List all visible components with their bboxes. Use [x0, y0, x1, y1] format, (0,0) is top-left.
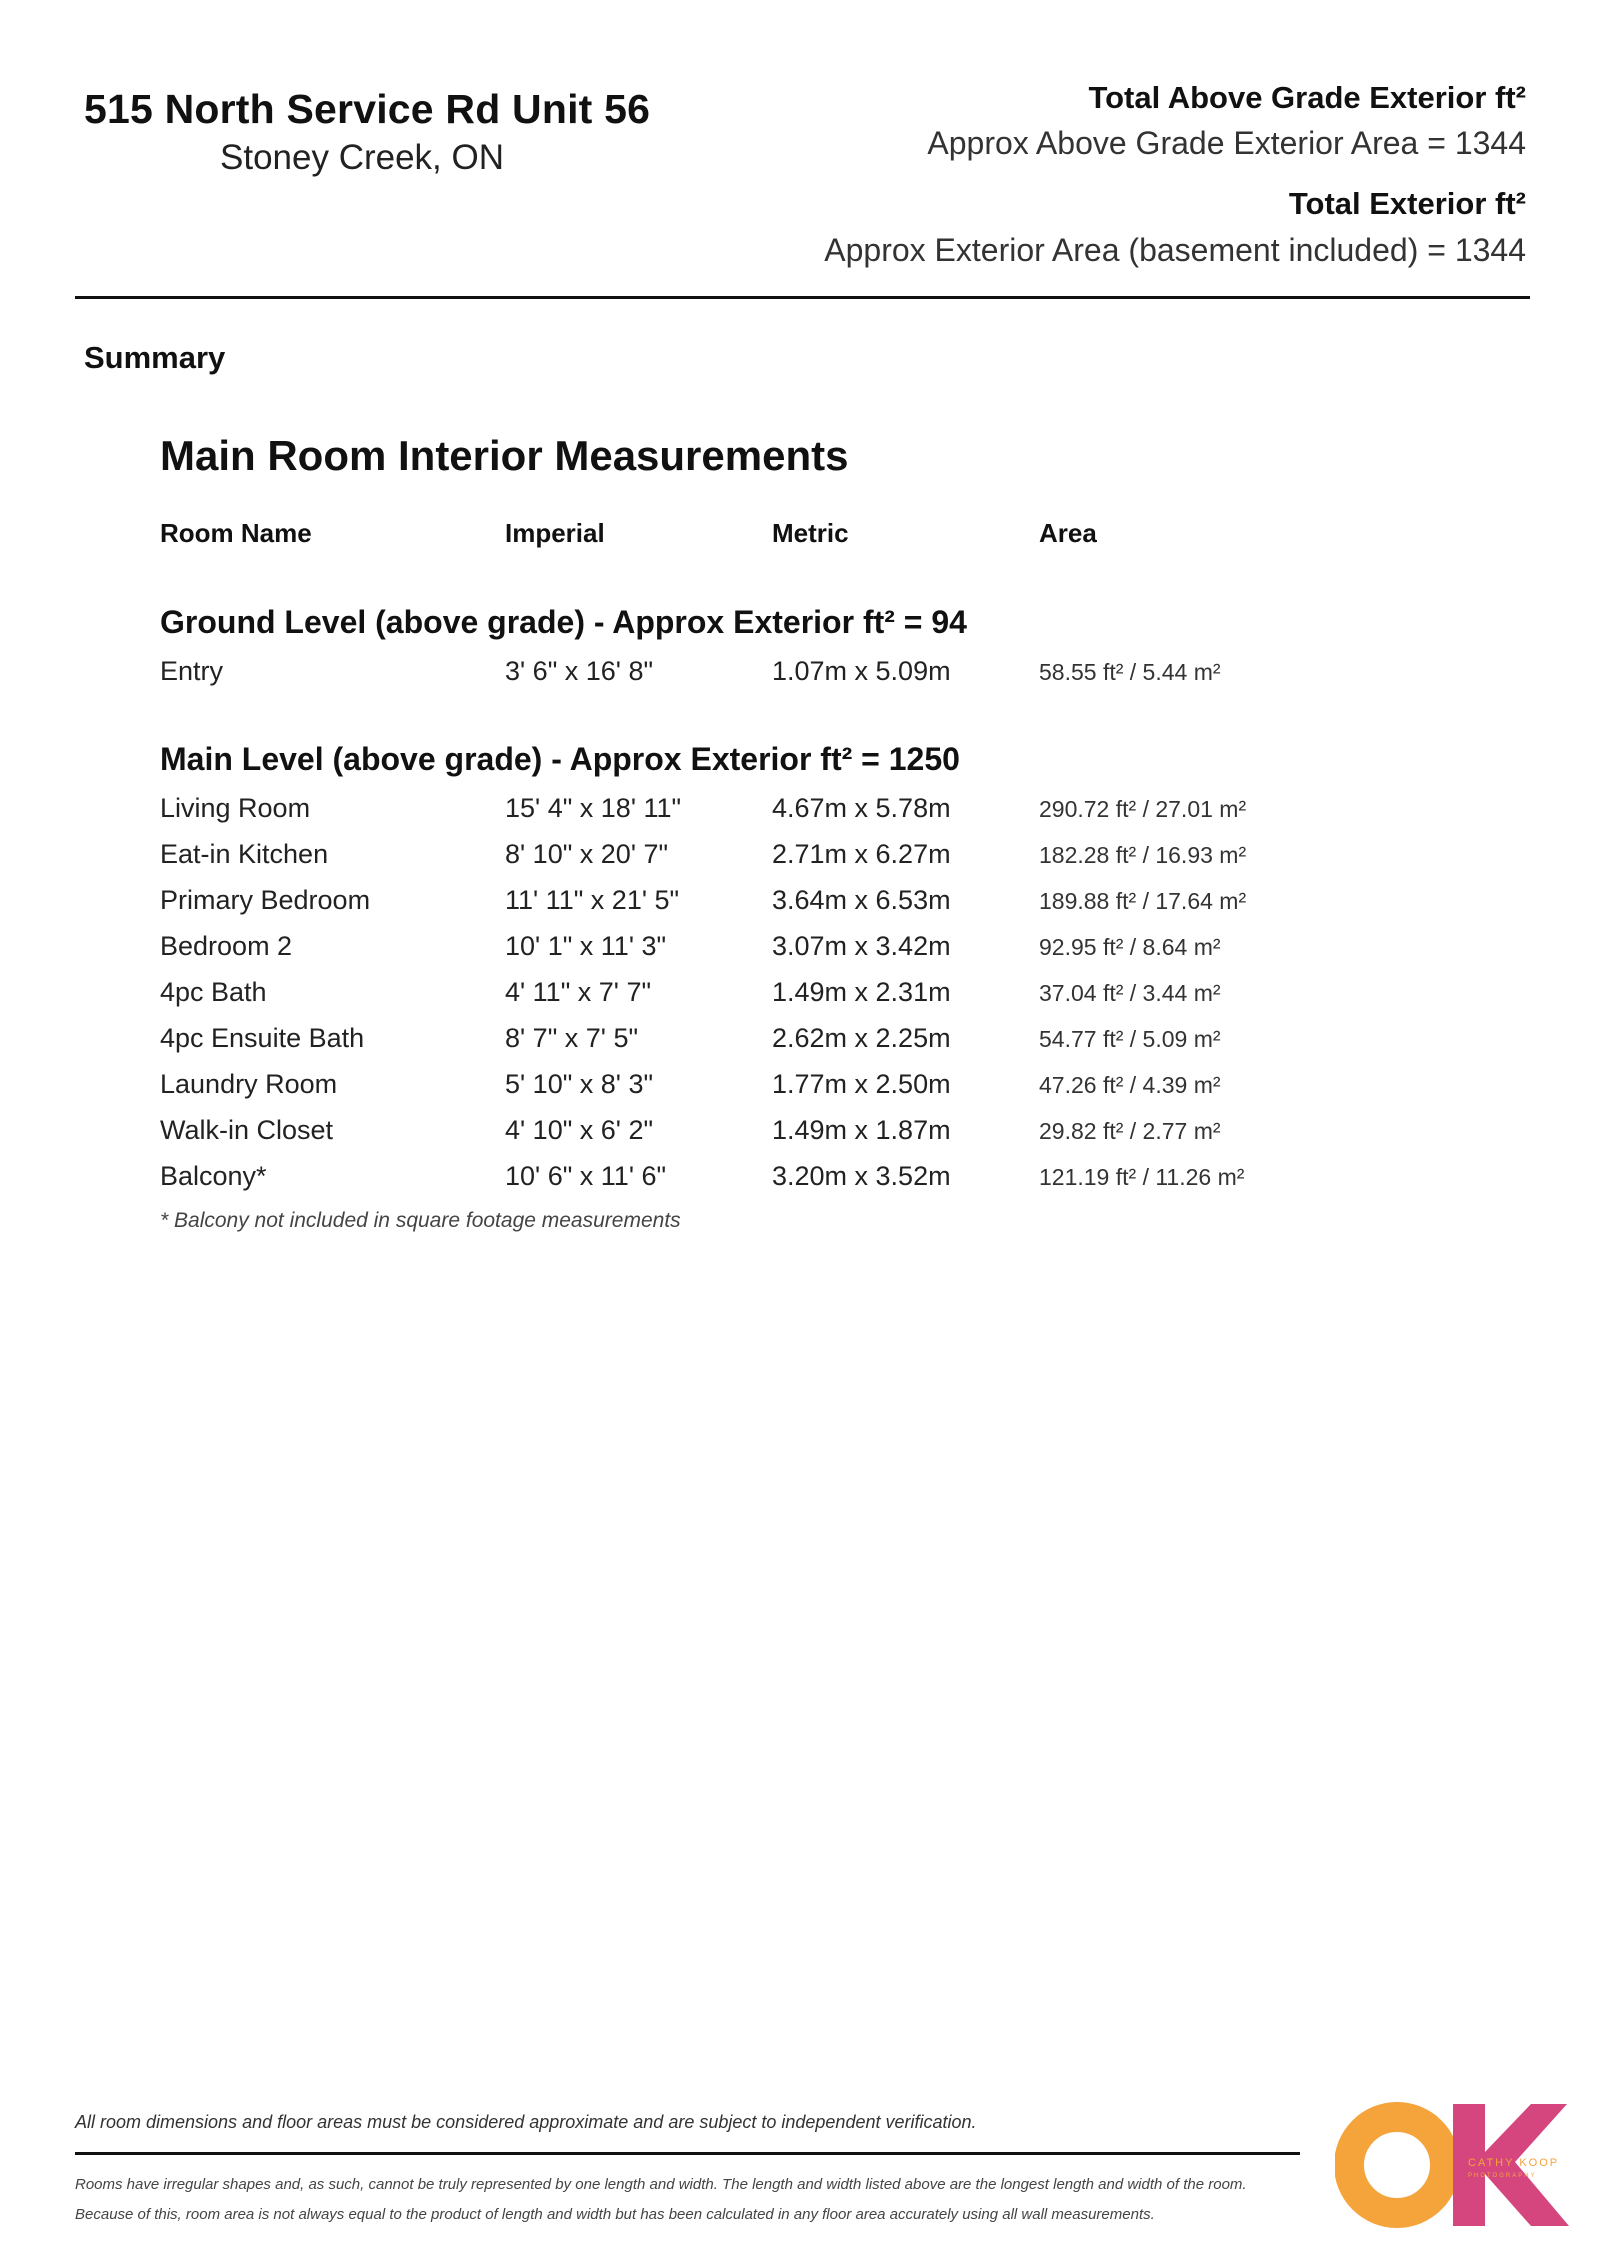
table-row [0, 977, 1600, 1017]
table-row [0, 885, 1600, 925]
room-metric: 1.07m x 5.09m [772, 656, 951, 686]
room-area: 290.72 ft² / 27.01 m² [1039, 796, 1247, 822]
room-area: 182.28 ft² / 16.93 m² [1039, 842, 1247, 868]
room-imperial: 8' 10" x 20' 7" [505, 839, 669, 869]
room-name: Bedroom 2 [160, 931, 293, 961]
summary-label: Summary [84, 340, 226, 375]
room-name: Balcony* [160, 1161, 267, 1191]
room-area: 189.88 ft² / 17.64 m² [1039, 888, 1247, 914]
property-address: 515 North Service Rd Unit 56 [84, 86, 651, 132]
room-metric: 3.07m x 3.42m [772, 931, 951, 961]
column-header-metric: Metric [772, 518, 849, 548]
header-divider [75, 296, 1530, 299]
room-name: Living Room [160, 793, 311, 823]
section-title: Main Room Interior Measurements [160, 432, 849, 479]
room-name: Entry [160, 656, 224, 686]
room-area: 58.55 ft² / 5.44 m² [1039, 659, 1221, 685]
room-area: 29.82 ft² / 2.77 m² [1039, 1118, 1221, 1144]
room-metric: 4.67m x 5.78m [772, 793, 951, 823]
room-imperial: 11' 11" x 21' 5" [505, 885, 680, 915]
room-imperial: 4' 11" x 7' 7" [505, 977, 652, 1007]
total-exterior-title: Total Exterior ft² [1288, 186, 1526, 221]
disclaimer-area-calculation: Because of this, room area is not always equal to the product of length and width but has been calculated in any floor area accurately using all wall measurements. [75, 2206, 1155, 2223]
table-row [0, 931, 1600, 971]
table-row [0, 1069, 1600, 1109]
room-name: 4pc Ensuite Bath [160, 1023, 365, 1053]
room-name: Primary Bedroom [160, 885, 371, 915]
balcony-footnote: * Balcony not included in square footage measurements [160, 1209, 681, 1232]
column-header-area: Area [1039, 518, 1097, 548]
table-row [0, 793, 1600, 833]
room-name: 4pc Bath [160, 977, 267, 1007]
room-name: Walk-in Closet [160, 1115, 334, 1145]
room-metric: 2.62m x 2.25m [772, 1023, 951, 1053]
room-metric: 3.64m x 6.53m [772, 885, 951, 915]
table-row [0, 1115, 1600, 1155]
column-header-room-name: Room Name [160, 518, 312, 548]
room-imperial: 8' 7" x 7' 5" [505, 1023, 639, 1053]
room-area: 121.19 ft² / 11.26 m² [1039, 1164, 1245, 1190]
logo-subtext: PHOTOGRAPHY [1468, 2173, 1537, 2179]
room-area: 47.26 ft² / 4.39 m² [1039, 1072, 1221, 1098]
table-row [0, 1023, 1600, 1063]
room-metric: 1.77m x 2.50m [772, 1069, 951, 1099]
logo-o-shape [1349, 2117, 1445, 2213]
room-area: 37.04 ft² / 3.44 m² [1039, 980, 1221, 1006]
total-above-grade-title: Total Above Grade Exterior ft² [1088, 80, 1526, 115]
table-row [0, 1161, 1600, 1201]
room-metric: 1.49m x 2.31m [772, 977, 951, 1007]
room-imperial: 4' 10" x 6' 2" [505, 1115, 654, 1145]
level-title-main: Main Level (above grade) - Approx Exterior ft² = 1250 [160, 741, 960, 777]
room-metric: 3.20m x 3.52m [772, 1161, 951, 1191]
room-name: Laundry Room [160, 1069, 338, 1099]
room-imperial: 3' 6" x 16' 8" [505, 656, 654, 686]
room-imperial: 10' 1" x 11' 3" [505, 931, 667, 961]
logo-text: CATHY KOOP [1468, 2157, 1560, 2169]
room-imperial: 15' 4" x 18' 11" [505, 793, 682, 823]
property-city: Stoney Creek, ON [220, 138, 504, 177]
footer-divider [75, 2152, 1300, 2155]
table-row [0, 839, 1600, 879]
disclaimer-approximate: All room dimensions and floor areas must be considered approximate and are subject to independent verification. [75, 2112, 977, 2132]
total-above-grade-value: Approx Above Grade Exterior Area = 1344 [927, 125, 1526, 161]
room-area: 92.95 ft² / 8.64 m² [1039, 934, 1221, 960]
table-row [0, 656, 1600, 696]
disclaimer-irregular-shapes: Rooms have irregular shapes and, as such, cannot be truly represented by one length and width. The length and width listed above are the longest length and width of the room. [75, 2176, 1247, 2193]
cathy-koop-logo [1335, 2100, 1570, 2230]
room-metric: 2.71m x 6.27m [772, 839, 951, 869]
room-area: 54.77 ft² / 5.09 m² [1039, 1026, 1221, 1052]
room-name: Eat-in Kitchen [160, 839, 329, 869]
room-metric: 1.49m x 1.87m [772, 1115, 951, 1145]
level-title-ground: Ground Level (above grade) - Approx Exterior ft² = 94 [160, 604, 967, 640]
room-imperial: 5' 10" x 8' 3" [505, 1069, 654, 1099]
room-imperial: 10' 6" x 11' 6" [505, 1161, 667, 1191]
column-header-imperial: Imperial [505, 518, 605, 548]
total-exterior-value: Approx Exterior Area (basement included) = 1344 [824, 232, 1526, 268]
